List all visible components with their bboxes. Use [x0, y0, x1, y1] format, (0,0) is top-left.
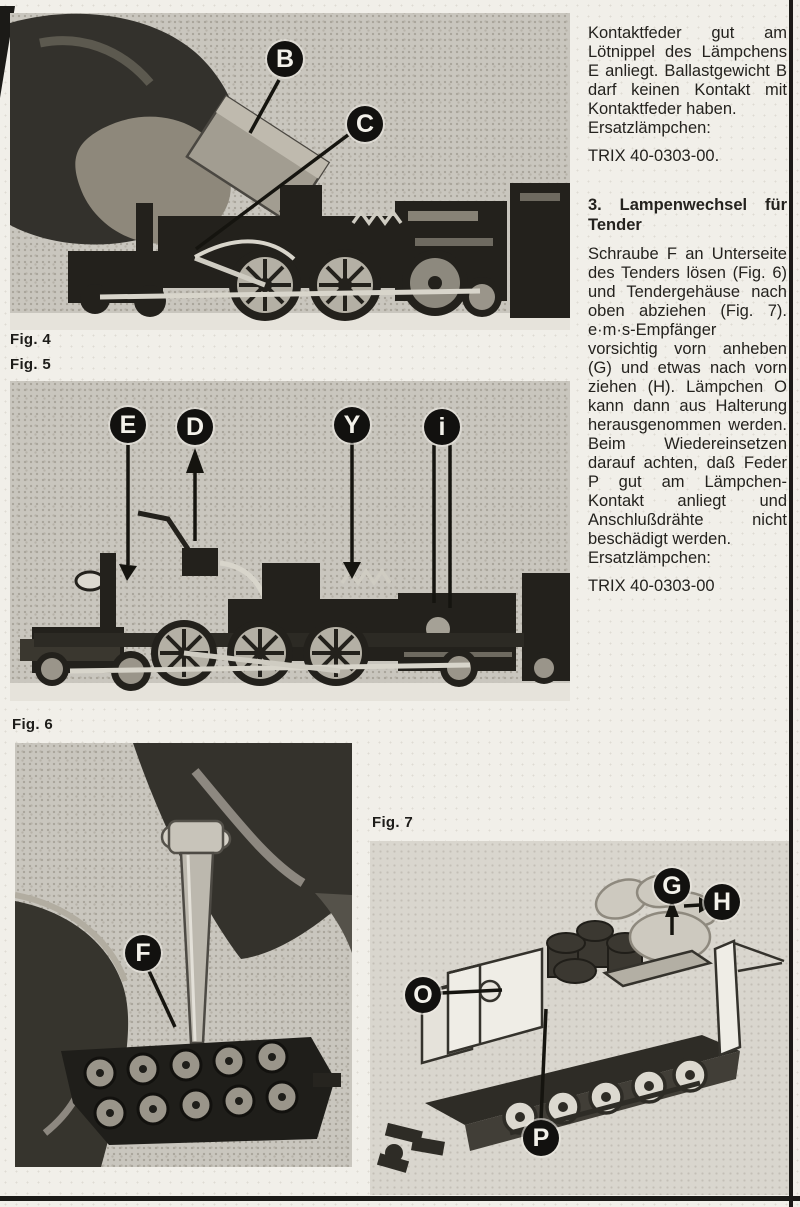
- paragraph-lampenwechsel: Schraube F an Unterseite des Tenders lösen (Fig. 6) und Tendergehäuse nach oben abziehen (Fig. 7). e·m·s-Empfänger vorsichtig vorn anheben (G) und etwas nach vorn ziehen (H). Lämpchen O kann dann aus Halterung herausgenommen werden. Beim Wiedereinsetzen darauf achten, daß Feder P gut am Lämpchen-Kontakt anliegt und Anschlußdrähte nicht beschädigt werden.: [588, 245, 787, 548]
- section-heading-lampenwechsel: 3. Lampenwechsel für Tender: [588, 196, 787, 234]
- figure-4-photo: [10, 13, 570, 330]
- leader-line: [149, 971, 175, 1027]
- label-badge-h: H: [704, 884, 740, 920]
- label-badge-d: D: [177, 409, 213, 445]
- label-badge-y: Y: [334, 407, 370, 443]
- figure-6-caption: Fig. 6: [12, 716, 53, 733]
- spare-bulb-label-2: Ersatzlämpchen:: [588, 549, 711, 567]
- front-lamp: [76, 572, 104, 590]
- column-divider-line: [789, 0, 793, 1207]
- page-bottom-rule: [0, 1196, 800, 1201]
- label-badge-b: B: [267, 41, 303, 77]
- tender-shell: [422, 949, 542, 1063]
- rear-panel: [715, 941, 784, 1055]
- reversing-unit: [182, 548, 218, 576]
- instruction-text-column: [588, 24, 787, 596]
- label-badge-c: C: [347, 106, 383, 142]
- label-badge-o: O: [405, 977, 441, 1013]
- driver-wheel: [303, 620, 369, 686]
- up-arrow-icon: [186, 448, 204, 473]
- figure-7-caption: Fig. 7: [372, 814, 413, 831]
- label-badge-i: i: [424, 409, 460, 445]
- figure-4-caption: Fig. 4: [10, 331, 51, 348]
- figure-7-drawing: [370, 841, 789, 1195]
- figure-6-illustration: [15, 743, 352, 1167]
- tender-chassis: [425, 1035, 740, 1151]
- hand-forearm: [133, 743, 352, 959]
- figure-5-photo: [10, 381, 570, 701]
- figure-6-photo: [15, 743, 352, 1167]
- label-badge-p: P: [523, 1120, 559, 1156]
- label-badge-g: G: [654, 868, 690, 904]
- label-badge-f: F: [125, 935, 161, 971]
- lamp-bracket-post: [100, 553, 116, 627]
- chassis-underside: [61, 1037, 341, 1145]
- down-arrow-icon: [119, 564, 137, 581]
- part-number-2: TRIX 40-0303-00: [588, 577, 715, 595]
- front-coupler: [377, 1123, 445, 1173]
- locomotive-side-view: [10, 513, 570, 701]
- part-number-1: TRIX 40-0303-00.: [588, 147, 720, 165]
- paragraph-kontaktfeder: Kontaktfeder gut am Lötnippel des Lämpchens E anliegt. Ballastgewicht B darf keinen Kontakt mit Kontaktfeder haben.: [588, 24, 787, 118]
- spare-bulb-label-1: Ersatzlämpchen:: [588, 119, 711, 137]
- label-badge-e: E: [110, 407, 146, 443]
- driver-wheel: [309, 249, 381, 321]
- figure-5-illustration: [10, 381, 570, 701]
- driver-wheel: [227, 620, 293, 686]
- figure-5-caption: Fig. 5: [10, 356, 51, 373]
